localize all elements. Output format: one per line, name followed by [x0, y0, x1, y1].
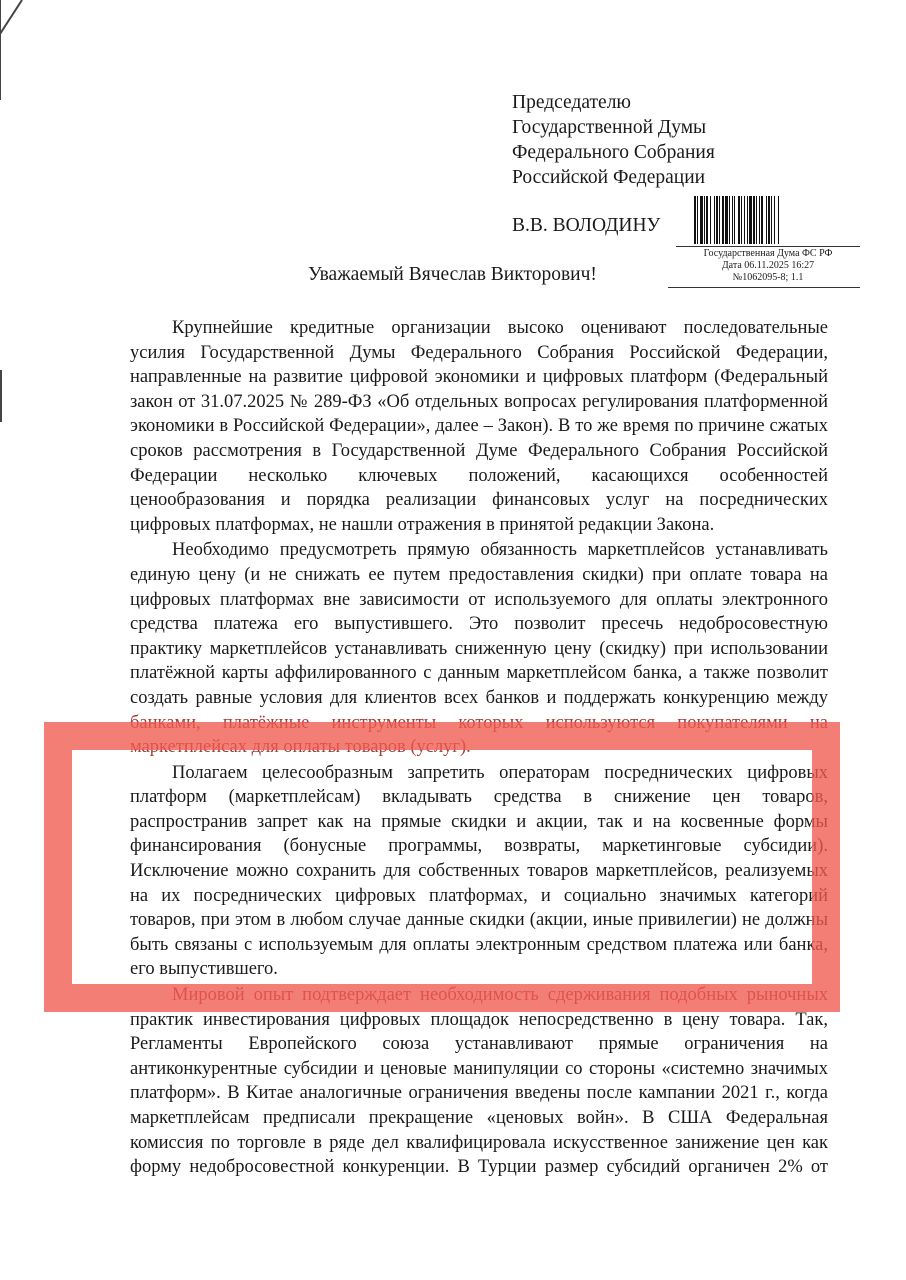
text-line: на их посреднических цифровых платформах, и социально значимых категорий: [130, 885, 828, 906]
text-line: создать равные условия для клиентов всех банков и поддержать конкуренцию между: [130, 687, 828, 708]
addressee-line: Федерального Собрания: [512, 142, 715, 163]
text-line: цифровых платформах вне зависимости от используемого для оплаты электронного: [130, 589, 828, 610]
paragraph: [88, 538, 828, 759]
text-line: распространив запрет как на прямые скидки и акции, так и на косвенные формы: [130, 811, 828, 832]
text-line: Мировой опыт подтверждает необходимость сдерживания подобных рыночных: [172, 985, 828, 1006]
text-line: практику маркетплейсов устанавливать сниженную цену (скидку) при использовании: [130, 638, 828, 659]
text-line: товаров, при этом в любом случае данные скидки (акции, иные привилегии) не должны: [130, 910, 828, 931]
text-line: усилия Государственной Думы Федерального Собрания Российской Федерации,: [130, 342, 828, 363]
text-line: форму недобросовестной конкуренции. В Турции размер субсидий органичен 2% от: [130, 1157, 828, 1178]
stamp-line: Дата 06.11.2025 16:27: [721, 260, 815, 271]
text-line: быть связаны с используемым для оплаты электронным средством платежа или банка,: [130, 934, 828, 955]
addressee-line: Председателю: [512, 92, 631, 113]
text-line: финансирования (бонусные программы, возвраты, маркетинговые субсидии).: [130, 836, 828, 857]
text-line: экономики в Российской Федерации», далее – Закон). В то же время по причине сжатых: [130, 416, 828, 437]
stamp-line: №1062095-8; 1.1: [732, 272, 804, 283]
text-line: практик инвестирования цифровых площадок непосредственно в цену товара. Так,: [130, 1009, 828, 1030]
text-line: Полагаем целесообразным запретить операторам посреднических цифровых: [172, 762, 828, 783]
text-line: Исключение можно сохранить для собственных товаров маркетплейсов, реализуемых: [130, 861, 828, 882]
text-line: Федерации несколько ключевых положений, касающихся особенностей: [130, 465, 828, 486]
text-line: антиконкурентные субсидии и ценовые манипуляции со стороны «системно значимых: [130, 1058, 828, 1079]
text-line: платформ (маркетплейсам) вкладывать средства в снижение цен товаров,: [130, 787, 828, 808]
text-line: платёжной карты аффилированного с данным маркетплейсом банка, а также позволит: [130, 663, 828, 684]
addressee-line: Государственной Думы: [512, 117, 707, 138]
text-line: Крупнейшие кредитные организации высоко оценивают последовательные: [172, 318, 828, 338]
text-line: его выпустившего.: [130, 959, 278, 980]
text-line: Необходимо предусмотреть прямую обязанность маркетплейсов устанавливать: [172, 540, 828, 561]
paragraph: [88, 983, 828, 1180]
addressee-line: Российской Федерации: [512, 167, 706, 188]
highlighted-paragraph: [88, 761, 828, 982]
text-line: направленные на развитие цифровой экономики и цифровых платформ (Федеральный: [130, 367, 828, 388]
letter-body: [88, 316, 828, 1180]
text-line: маркетплейсах для оплаты товаров (услуг).: [130, 737, 471, 758]
salutation: Уважаемый Вячеслав Викторович!: [308, 264, 597, 285]
text-line: комиссия по торговле в ряде дел квалифицировала искусственное занижение цен как: [130, 1132, 828, 1153]
addressee-block: [512, 90, 715, 190]
addressee-name: В.В. ВОЛОДИНУ: [512, 215, 661, 236]
text-line: маркетплейсам предписали прекращение «ценовых войн». В США Федеральная: [130, 1108, 828, 1128]
text-line: средства платежа его выпустившего. Это позволит пресечь недобросовестную: [130, 614, 828, 635]
text-line: ценообразования и порядка реализации финансовых услуг на посреднических: [130, 490, 828, 511]
text-line: сроков рассмотрения в Государственной Думе Федерального Собрания Российской: [130, 440, 828, 461]
text-line: цифровых платформах, не нашли отражения в принятой редакции Закона.: [130, 514, 715, 535]
margin-tick-mark: [0, 370, 2, 422]
registration-stamp: [676, 196, 860, 288]
text-line: закон от 31.07.2025 № 289-ФЗ «Об отдельных вопросах регулирования платформенной: [130, 391, 828, 412]
barcode-icon: [694, 196, 842, 244]
text-line: Регламенты Европейского союза устанавливают прямые ограничения на: [130, 1034, 828, 1055]
text-line: платформ». В Китае аналогичные ограничения введены после кампании 2021 г., когда: [130, 1083, 828, 1104]
text-line: банками, платёжные инструменты которых используются покупателями на: [130, 712, 828, 733]
text-line: единую цену (и не снижать ее путем предоставления скидки) при оплате товара на: [130, 564, 828, 585]
paragraph: [88, 316, 828, 537]
corner-fold-mark: [0, 0, 30, 110]
stamp-line: Государственная Дума ФС РФ: [703, 248, 833, 259]
